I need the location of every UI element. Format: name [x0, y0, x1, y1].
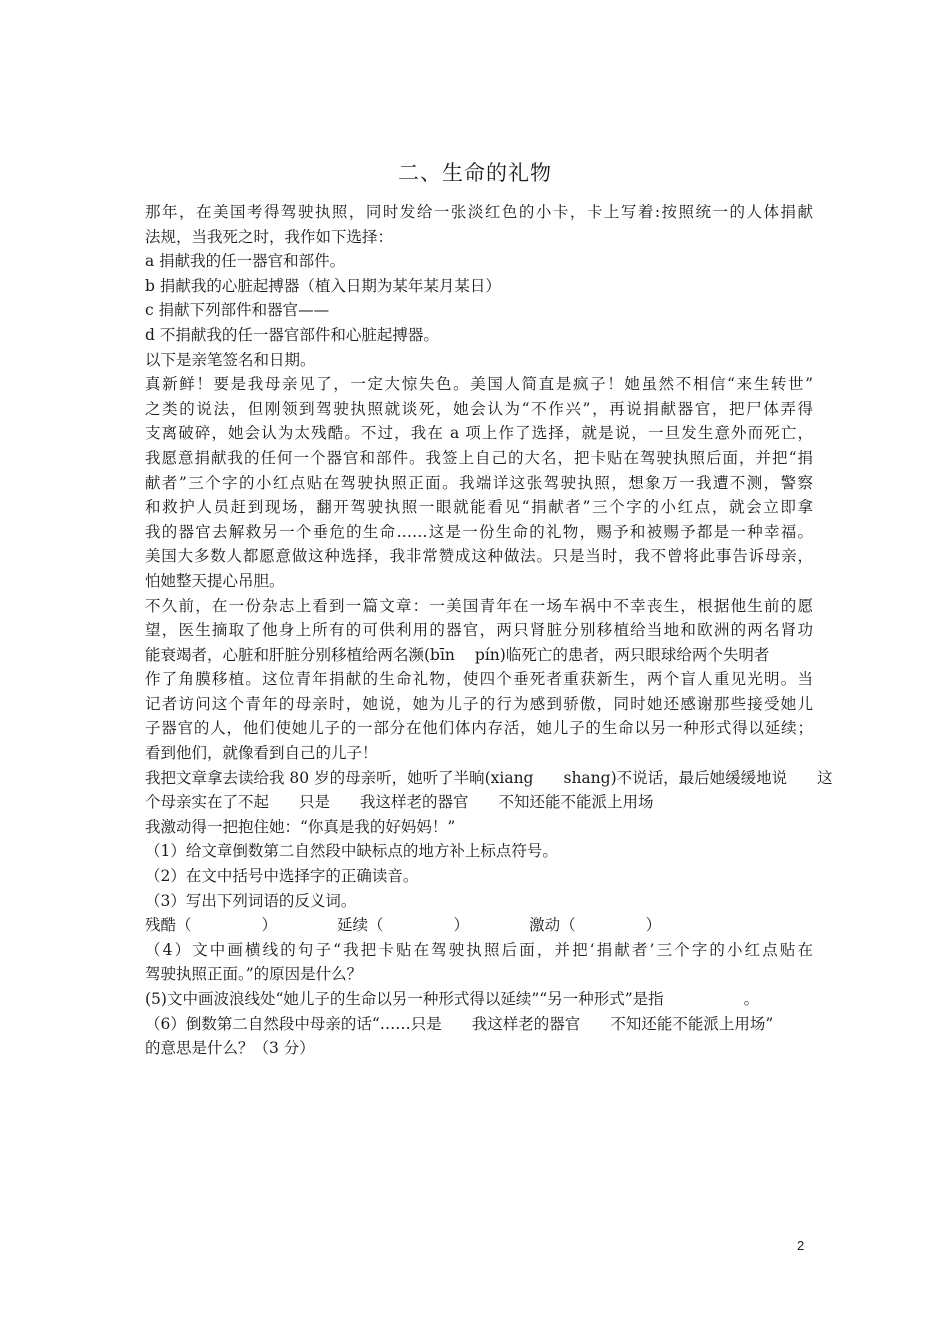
text-line: 驾驶执照正面。”的原因是什么？: [145, 965, 363, 984]
text-segment: pín)临死亡的患者，两只眼球给两个失明者: [474, 645, 770, 664]
option-b: b 捐献我的心脏起搏器（植入日期为某年某月某日）: [145, 276, 501, 295]
text-segment: 不知还能不能派上用场”: [610, 1014, 774, 1033]
text-segment: (5)文中画波浪线处“她儿子的生命以另一种形式得以延续”“另一种形式”是指: [145, 990, 664, 1008]
page-number: 2: [797, 1238, 805, 1253]
antonym-label: 残酷（: [145, 916, 192, 935]
text-line: 记者访问这个青年的母亲时，她说，她为儿子的行为感到骄傲，同时她还感谢那些接受她儿: [145, 694, 813, 713]
antonym-blanks: 残酷（ ） 延续（ ） 激动（ ）: [145, 916, 662, 935]
text-segment: 只是: [299, 793, 331, 812]
text-line: 支离破碎，她会认为太残酷。不过，我在 a 项上作了选择，就是说，一旦发生意外而死亡，: [145, 424, 813, 443]
text-line: [145, 766, 833, 791]
text-line: 法规，当我死之时，我作如下选择：: [145, 227, 394, 246]
text-segment: 。: [743, 990, 760, 1008]
page-title: 二、生命的礼物: [398, 161, 552, 185]
text-line: [145, 643, 813, 668]
text-line: 那年，在美国考得驾驶执照，同时发给一张淡红色的小卡，卡上写着:按照统一的人体捐献: [145, 203, 813, 221]
text-line: 献者”三个字的小红点贴在驾驶执照正面。我端详这张驾驶执照，想象万一我遭不测，警察: [145, 473, 813, 492]
option-c: c 捐献下列部件和器官——: [145, 301, 330, 320]
question-2: （2）在文中括号中选择字的正确读音。: [145, 867, 419, 886]
antonym-label: 激动（: [529, 916, 576, 935]
text-segment: 不知还能不能派上用场: [498, 793, 654, 812]
text-line: 以下是亲笔签名和日期。: [145, 350, 316, 369]
option-d: d 不捐献我的任一器官部件和心脏起搏器。: [145, 325, 439, 344]
text-line: 怕她整天提心吊胆。: [145, 571, 285, 590]
question-5: [145, 987, 813, 1012]
question-6: [145, 1012, 813, 1037]
question-4: （4）文中画横线的句子“我把卡贴在驾驶执照后面，并把‘捐献者’三个字的小红点贴在: [145, 940, 813, 959]
text-line: 之类的说法，但刚领到驾驶执照就谈死，她会认为“不作兴”，再说捐献器官，把尸体弄得: [145, 399, 813, 418]
text-segment: （6）倒数第二自然段中母亲的话“……只是: [145, 1014, 442, 1033]
text-segment: 我这样老的器官: [360, 793, 469, 812]
text-line: [145, 790, 813, 815]
antonym-label: 延续（: [337, 916, 384, 935]
text-line: 美国大多数人都愿意做这种选择，我非常赞成这种做法。只是当时，我不曾将此事告诉母亲，: [145, 547, 813, 566]
text-line: 看到他们，就像看到自己的儿子！: [145, 744, 378, 763]
question-1: （1）给文章倒数第二自然段中缺标点的地方补上标点符号。: [145, 842, 558, 861]
text-line: 我的器官去解救另一个垂危的生命……这是一份生命的礼物，赐予和被赐予都是一种幸福。: [145, 522, 813, 541]
text-segment: 个母亲实在了不起: [145, 793, 270, 812]
text-line: 和救护人员赶到现场，翻开驾驶执照一眼就能看见“捐献者”三个字的小红点，就会立即拿: [145, 498, 813, 517]
text-line: 望，医生摘取了他身上所有的可供利用的器官，两只肾脏分别移植给当地和欧洲的两名肾功: [145, 621, 813, 640]
text-line: 作了角膜移植。这位青年捐献的生命礼物，使四个垂死者重获新生，两个盲人重见光明。当: [145, 670, 813, 689]
text-segment: 我把文章拿去读给我 80 岁的母亲听，她听了半晌(xiang: [145, 768, 534, 787]
text-segment: 能衰竭者，心脏和肝脏分别移植给两名濒(bīn: [145, 645, 455, 664]
text-line: 我激动得一把抱住她：“你真是我的好妈妈！”: [145, 817, 456, 836]
text-line: 的意思是什么？（3 分）: [145, 1039, 315, 1058]
question-3: （3）写出下列词语的反义词。: [145, 891, 357, 910]
option-a: a 捐献我的任一器官和部件。: [145, 252, 346, 271]
text-line: 不久前，在一份杂志上看到一篇文章：一美国青年在一场车祸中不幸丧生，根据他生前的愿: [145, 596, 813, 615]
text-segment: shang)不说话，最后她缓缓地说: [563, 768, 788, 787]
text-line: 真新鲜！要是我母亲见了，一定大惊失色。美国人简直是疯子！她虽然不相信“来生转世”: [145, 375, 813, 394]
article-body: [145, 200, 833, 1061]
text-segment: 我这样老的器官: [471, 1014, 581, 1033]
text-line: 子器官的人，他们使她儿子的一部分在他们体内存活，她儿子的生命以另一种形式得以延续；: [145, 719, 813, 738]
text-line: 我愿意捐献我的任何一个器官和部件。我签上自己的大名，把卡贴在驾驶执照后面，并把“捐: [145, 448, 813, 467]
text-segment: 这: [817, 768, 833, 787]
